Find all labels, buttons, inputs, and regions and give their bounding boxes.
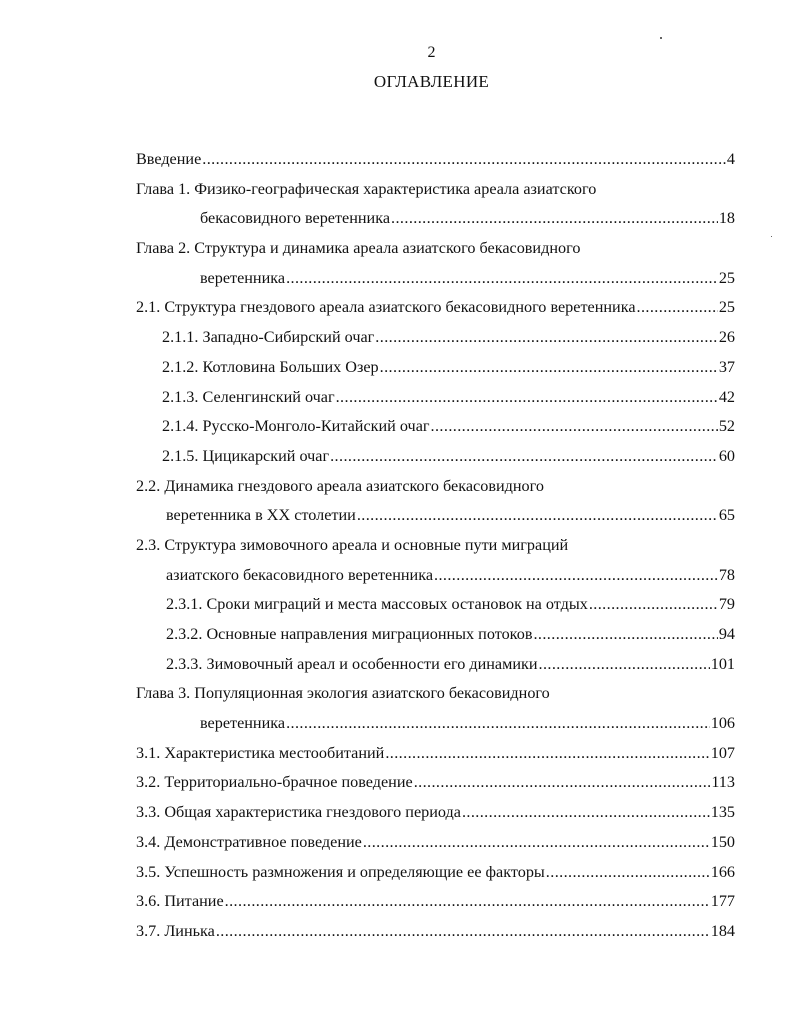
toc-dot-leader [286, 264, 718, 294]
toc-entry [136, 264, 735, 294]
toc-entry [136, 828, 735, 858]
toc-dot-leader [216, 917, 710, 947]
toc-dot-leader [375, 323, 718, 353]
toc-entry-page: 60 [718, 446, 735, 465]
toc-entry-title: веретенника [200, 714, 286, 733]
toc-entry-page: 184 [710, 921, 735, 940]
toc-entry-title: 2.3. Структура зимовочного ареала и основные пути миграций [136, 535, 569, 554]
toc-dot-leader [286, 709, 710, 739]
toc-entry-page: 150 [710, 832, 735, 851]
toc-dot-leader [336, 383, 718, 413]
toc-dot-leader [637, 293, 718, 323]
page-number: 2 [427, 44, 436, 61]
toc-entry [136, 768, 735, 798]
toc-entry [136, 472, 735, 502]
toc-entry [136, 501, 735, 531]
toc-entry-title: 2.2. Динамика гнездового ареала азиатского бекасовидного [136, 476, 544, 495]
toc-entry-page: 18 [718, 209, 735, 228]
toc-entry [136, 739, 735, 769]
toc-entry-page: 52 [718, 417, 735, 436]
toc-entry-page: 166 [710, 862, 735, 881]
toc-dot-leader [462, 798, 710, 828]
toc-entry-page: 26 [718, 328, 735, 347]
toc-dot-leader [385, 739, 709, 769]
toc-entry-title: 2.1.5. Цицикарский очаг [162, 446, 330, 465]
toc-entry [136, 798, 735, 828]
toc-entry [136, 383, 735, 413]
toc-entry-title: 2.1.3. Селенгинский очаг [162, 387, 335, 406]
toc-entry-title: Введение [136, 150, 202, 168]
scan-speck [660, 37, 662, 39]
toc-entry [136, 887, 735, 917]
toc-entry-title: Глава 3. Популяционная экология азиатского бекасовидного [136, 684, 550, 703]
toc-entry-title: Глава 2. Структура и динамика ареала азиатского бекасовидного [136, 239, 581, 258]
toc-dot-leader [533, 620, 717, 650]
toc-entry [136, 412, 735, 442]
toc-entry-title: 3.6. Питание [136, 892, 224, 911]
toc-entry-title: веретенника [200, 268, 286, 287]
toc-entry-title: 3.3. Общая характеристика гнездового периода [136, 803, 461, 822]
scan-speck [771, 236, 772, 237]
toc-entry [136, 323, 735, 353]
toc-entry-page: 25 [718, 298, 735, 317]
toc-entry-title: 2.1.4. Русско-Монголо-Китайский очаг [162, 417, 430, 436]
toc-dot-leader [330, 442, 718, 472]
toc-entry-title: 2.1.1. Западно-Сибирский очаг [162, 328, 375, 347]
toc-entry [136, 531, 735, 561]
toc-entry-title: Глава 1. Физико-географическая характеристика ареала азиатского [136, 179, 597, 198]
toc-entry-title: 3.7. Линька [136, 921, 215, 940]
toc-entry [136, 561, 735, 591]
toc-entry-title: бекасовидного веретенника [200, 209, 391, 228]
toc-entry-page: 107 [710, 743, 735, 762]
toc-dot-leader [363, 828, 710, 858]
toc-entry-page: 135 [710, 803, 735, 822]
toc-entry-title: веретенника в XX столетии [166, 506, 356, 525]
toc-entry-title: 2.3.2. Основные направления миграционных потоков [166, 625, 533, 643]
toc-entry-title: 2.1.2. Котловина Больших Озер [162, 357, 379, 376]
toc-dot-leader [414, 768, 711, 798]
toc-entry-page: 25 [718, 268, 735, 287]
toc-entry [136, 175, 735, 205]
toc-entry-title: 2.3.3. Зимовочный ареал и особенности его динамики [166, 654, 538, 673]
toc-entry-page: 94 [718, 625, 735, 643]
toc-entry-page: 106 [710, 714, 735, 733]
toc-entry [136, 590, 735, 620]
toc-entry-title: 3.4. Демонстративное поведение [136, 832, 362, 851]
toc-entry-page: 37 [718, 357, 735, 376]
toc-entry [136, 353, 735, 383]
toc-dot-leader [434, 561, 718, 591]
toc-dot-leader [546, 858, 710, 888]
toc-dot-leader [357, 501, 718, 531]
toc-entry-page: 78 [718, 565, 735, 584]
toc-entry-page: 42 [718, 387, 735, 406]
toc-entry-title: 3.5. Успешность размножения и определяющие ее факторы [136, 862, 545, 881]
toc-entry-page: 4 [726, 150, 735, 168]
toc-dot-leader [589, 590, 718, 620]
toc-entry [136, 917, 735, 947]
toc-dot-leader [431, 412, 718, 442]
toc-entry [136, 204, 735, 234]
toc-entry-title: 3.2. Территориально-брачное поведение [136, 773, 413, 792]
toc-entry-title: 2.1. Структура гнездового ареала азиатского бекасовидного веретенника [136, 298, 636, 317]
toc-entry [136, 293, 735, 323]
toc-entry [136, 145, 735, 175]
toc-entry-title: азиатского бекасовидного веретенника [166, 565, 434, 584]
toc-dot-leader [380, 353, 718, 383]
toc-dot-leader [391, 204, 718, 234]
toc-dot-leader [202, 145, 726, 175]
toc-entry-page: 101 [710, 654, 735, 673]
toc-entry [136, 442, 735, 472]
toc-entry [136, 679, 735, 709]
toc-entry-page: 177 [710, 892, 735, 911]
toc-entry [136, 620, 735, 650]
toc-entry-page: 79 [718, 595, 735, 614]
table-of-contents [136, 145, 735, 947]
toc-dot-leader [539, 650, 710, 680]
toc-entry-title: 2.3.1. Сроки миграций и места массовых остановок на отдых [166, 595, 588, 614]
toc-dot-leader [225, 887, 710, 917]
toc-entry-page: 65 [718, 506, 735, 525]
toc-entry [136, 858, 735, 888]
page-title: ОГЛАВЛЕНИЕ [373, 72, 490, 91]
toc-entry [136, 709, 735, 739]
toc-entry-page: 113 [711, 773, 735, 792]
toc-entry [136, 234, 735, 264]
toc-entry-title: 3.1. Характеристика местообитаний [136, 743, 385, 762]
toc-entry [136, 650, 735, 680]
